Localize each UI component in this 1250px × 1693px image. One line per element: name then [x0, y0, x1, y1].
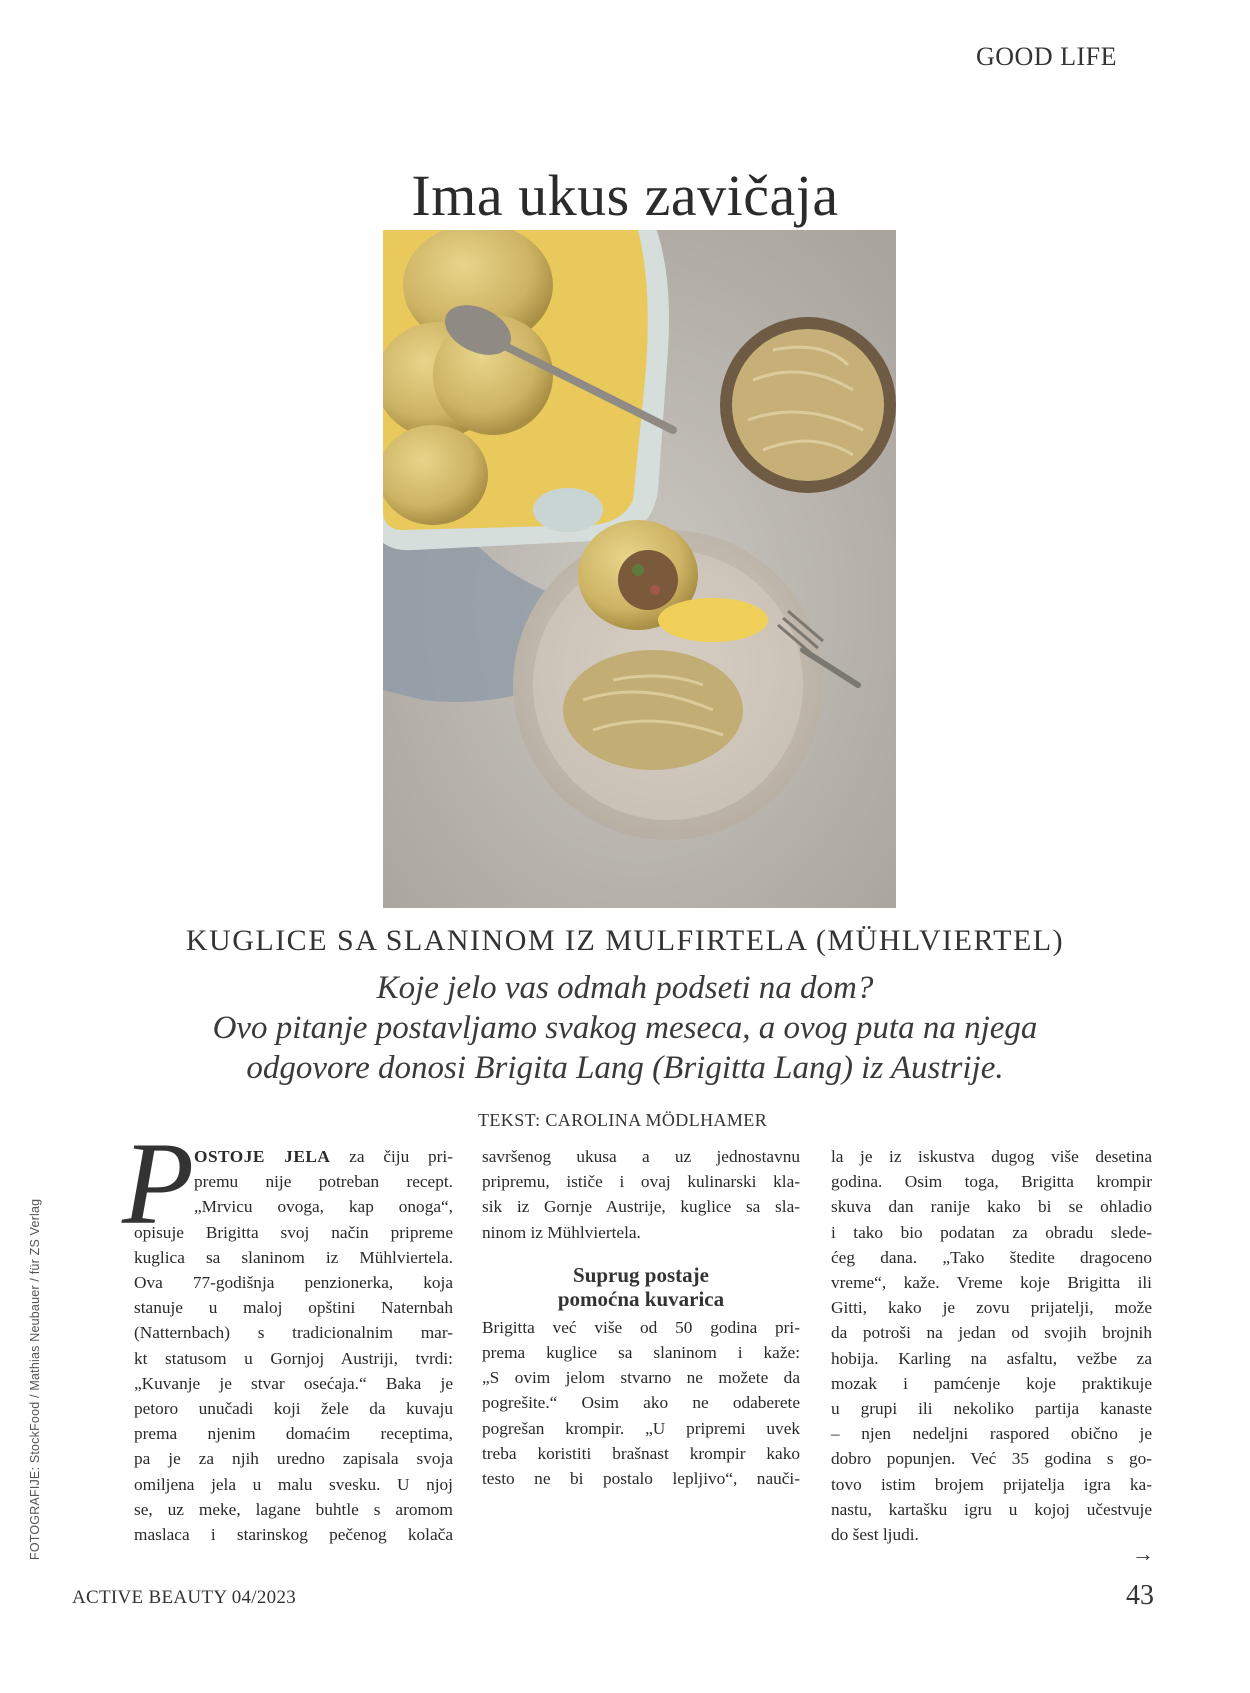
text-line: Gitti, kako je zovu prijatelji, može [831, 1298, 1152, 1318]
text-line [134, 1144, 453, 1169]
text-line: maslaca i starinskog pečenog kolača [134, 1525, 453, 1545]
text-line: da potroši na jedan od svojih brojnih [831, 1323, 1152, 1343]
text-line: opisuje Brigitta svoj način pripreme [134, 1222, 453, 1242]
text-line: Brigitta već više od 50 godina pri- [482, 1317, 800, 1337]
lead-line: odgovore donosi Brigita Lang (Brigitta Lang) iz Austrije. [246, 1050, 1004, 1086]
subheading [482, 1263, 800, 1311]
drop-cap: P [122, 1118, 195, 1249]
text-line: sik iz Gornje Austrije, kuglice sa sla- [482, 1197, 800, 1217]
dish-title: KUGLICE SA SLANINOM IZ MULFIRTELA (MÜHLVIERTEL) [185, 924, 1065, 957]
text-line: se, uz meke, lagane buhtle s aromom [134, 1499, 453, 1519]
text-line: petoro unučadi koji žele da kuvaju [134, 1399, 453, 1419]
lead-in: OSTOJE JELA [194, 1147, 331, 1166]
text-line: savršenog ukusa a uz jednostavnu [482, 1147, 800, 1166]
text-line: prema kuglice sa slaninom i kaže: [482, 1343, 800, 1363]
text-line: ninom iz Mühlviertela. [482, 1222, 641, 1242]
lead-line: Koje jelo vas odmah podseti na dom? [376, 970, 874, 1006]
text-line: godina. Osim toga, Brigitta krompir [831, 1172, 1152, 1192]
section-label: GOOD LIFE [976, 42, 1117, 71]
text-line: u grupi ili nekoliko partija kanaste [831, 1399, 1152, 1419]
text-line: pa je za njih uredno zapisala svoja [134, 1449, 453, 1469]
text-line: pogrešite.“ Osim ako ne odaberete [482, 1393, 800, 1413]
text-line: „Mrvicu ovoga, kap onoga“, [194, 1197, 453, 1217]
text-line: stanuje u maloj opštini Naternbah [134, 1298, 453, 1318]
text-line: dobro popunjen. Već 35 godina s go- [831, 1449, 1152, 1469]
text-line: kuglica sa slaninom iz Mühlviertela. [134, 1247, 453, 1267]
article-column-3 [831, 1144, 1152, 1547]
page-number: 43 [1126, 1580, 1154, 1611]
text-line: – njen nedeljni raspored obično je [831, 1424, 1152, 1444]
text-line: omiljena jela u malu svesku. U njoj [134, 1474, 453, 1494]
text-line: hobija. Karling na asfaltu, vežbe za [831, 1348, 1152, 1368]
text-line: kt statusom u Gornjoj Austriji, tvrdi: [134, 1348, 453, 1368]
text-line: „S ovim jelom stvarno ne možete da [482, 1368, 800, 1388]
text-line: i tako bio podatan za obradu slede- [831, 1222, 1152, 1242]
text-line: treba koristiti brašnast krompir kako [482, 1443, 800, 1463]
lead-paragraph [0, 968, 1250, 1088]
text-line: pripremu, ističe i ovaj kulinarski kla- [482, 1172, 800, 1192]
text-line: mozak i pamćenje koje praktikuje [831, 1373, 1152, 1393]
continue-arrow-icon: → [1132, 1541, 1154, 1566]
text-line: nastu, kartašku igru u kojoj učestvuje [831, 1499, 1152, 1519]
text-line: ćeg dana. „Tako štedite dragoceno [831, 1247, 1152, 1267]
text-line: pogrešan krompir. „U pripremi uvek [482, 1418, 800, 1438]
text-line: Ova 77-godišnja penzionerka, koja [134, 1273, 453, 1293]
text-line: vreme“, kaže. Vreme koje Brigitta ili [831, 1273, 1152, 1293]
article-column-1 [134, 1144, 453, 1547]
magazine-issue: ACTIVE BEAUTY 04/2023 [72, 1587, 297, 1608]
subheading-line: pomoćna kuvarica [557, 1286, 725, 1311]
text-line-rest: za čiju pri- [330, 1147, 453, 1166]
text-line: do šest ljudi. [831, 1525, 919, 1545]
author-credit: TEKST: CAROLINA MÖDLHAMER [478, 1110, 768, 1130]
text-line: testo ne bi postalo lepljivo“, nauči- [482, 1469, 800, 1489]
article-column-2 [482, 1144, 800, 1491]
photo-credit: FOTOGRAFIJE: StockFood / Mathias Neubauer / für ZS Verlag [28, 1198, 42, 1560]
text-line: „Kuvanje je stvar osećaja.“ Baka je [134, 1373, 453, 1393]
text-line: prema njenim domaćim receptima, [134, 1424, 453, 1444]
text-line: premu nije potreban recept. [194, 1172, 453, 1192]
text-line: tovo istim brojem prijatelja igra ka- [831, 1474, 1152, 1494]
lead-line: Ovo pitanje postavljamo svakog meseca, a ovog puta na njega [212, 1010, 1038, 1046]
text-line: la je iz iskustva dugog više desetina [831, 1147, 1152, 1166]
text-line: skuva dan ranije kako bi se ohladio [831, 1197, 1152, 1217]
subheading-line: Suprug postaje [573, 1262, 709, 1287]
text-line: (Natternbach) s tradicionalnim mar- [134, 1323, 453, 1343]
food-photo [383, 230, 896, 908]
article-title: Ima ukus zavičaja [411, 163, 839, 228]
